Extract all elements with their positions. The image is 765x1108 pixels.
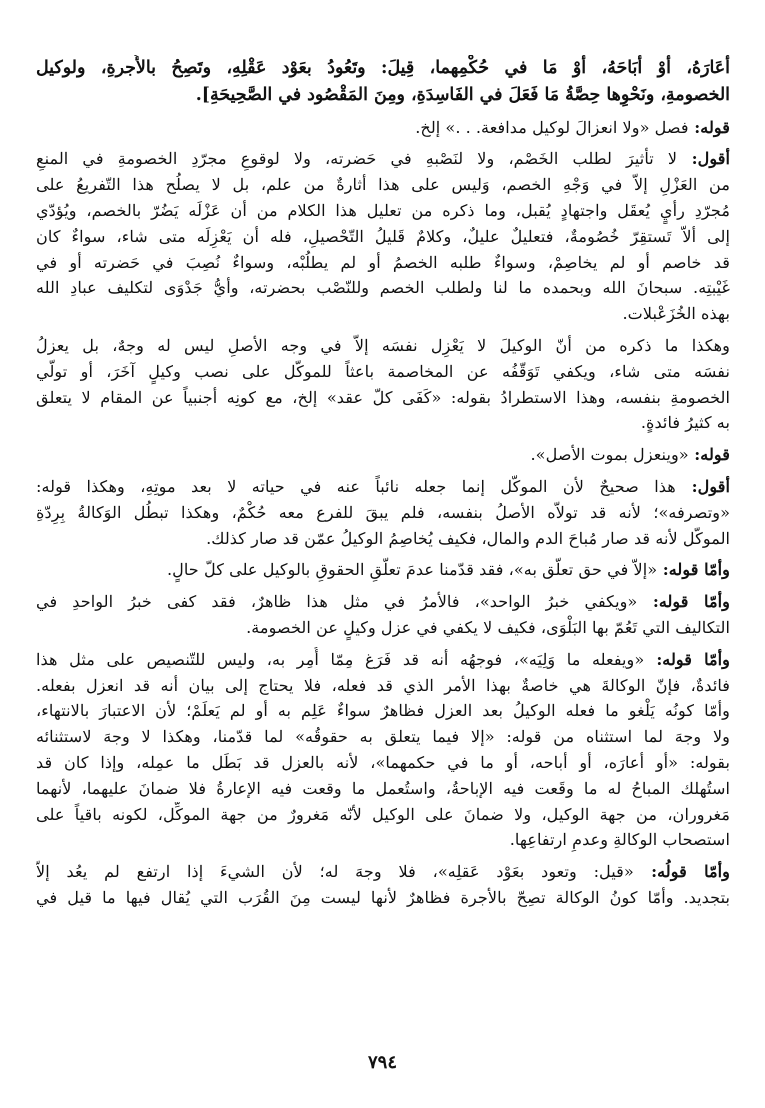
text-line [36, 198, 730, 224]
page-number: ٧٩٤ [367, 1052, 397, 1073]
line-text: وأمّا كونُه يَلْغو ما فعله الوكيلُ بعد العزل فظاهرٌ سواءٌ عَلِم به أو لم يَعلَمْ؛ لأن الاعتبارَ بالانتهاء، [36, 701, 730, 721]
text-line [36, 55, 730, 82]
paragraph-label: وأمّا قولُه: [633, 862, 730, 882]
text-line [36, 673, 730, 699]
paragraph [36, 647, 730, 853]
text-line [36, 82, 730, 109]
text-line [36, 275, 730, 301]
paragraph-label: أقول: [675, 476, 730, 496]
paragraph [36, 859, 730, 911]
line-text: وهكذا ما ذكره من أنّ الوكيلَ لا يَعْزِل نفسَه إلاّ في وجه الأصلِ ليس له وجهٌ، بل يعزلُ [36, 335, 730, 355]
line-text: به كثيرُ فائدةٍ. [640, 413, 730, 433]
line-text: «وتصرفه»؛ لأنه قد تولاّه الأصلُ بنفسه، فلم يبقَ للفرع معه حُكْمٌ، وهكذا تبطُل الوَكالةُ بِرِدّةِ [36, 502, 730, 522]
line-text: الموكّل لأنه قد صار مُباحَ الدم والمال، فكيف يُخاصِمُ الوكيلُ عمّن قد صار كذلك. [206, 528, 730, 548]
line-text: هذا صحيحٌ لأن الموكّل إنما جعله نائباً عنه في حياته لا بعد موتِهِ، وهكذا قوله: [36, 476, 676, 496]
text-line [36, 615, 730, 641]
line-text: إلى ألاّ تَستقِرّ خُصُومةٌ، فتعليلٌ عليلٌ، وكلامٌ قَليلُ التّحْصيلِ، فله أن يَعْزِلَه متى شاء، سواءٌ كان [36, 226, 730, 246]
paragraph [36, 115, 730, 141]
line-text: غَيْبتِه. سبحانَ الله وبحمده ما لنا ولطلب الخصم وللنّصْب بحضرته، وأيُّ جَدْوَى لتكليف عبادِ الله [36, 278, 730, 298]
line-text: نفسَه متى شاء، ويكفي تَوَقّفُه عن المخاصمة باعثاً للموكّل على نصب وكيلٍ آخَرَ، أو تولّي [36, 361, 730, 381]
text-line [36, 500, 730, 526]
line-text: استُهلك المباحُ له ما وقَعت فيه الإباحةُ، واستُعمل ما وقعت فيه الإعارةُ فلا ضمانَ عليهما، لأنهما [36, 778, 730, 798]
text-line [36, 724, 730, 750]
line-text: «ويفعله ما وَلِيَه»، فوجهُه أنه قد فَرَغ مِمّا أُمِر به، وليس للتّنصيص على مثل هذا [36, 649, 645, 669]
line-text: لا تأثيرَ لطلب الخَصْم، ولا لنَصْبهِ في حَضرته، ولا لوقوعِ مجرّدِ الخصومةِ في المنعِ [36, 149, 678, 169]
line-text: الخصومةِ، ونَحْوِها حِصَّةُ مَا فَعَلَ في الفَاسِدَةِ، ومِنَ المَقْصُود في الصَّحِيحَةِ]. [195, 84, 730, 105]
line-text: أعَارَهُ، أوْ أبَاحَهُ، أوْ مَا في حُكْمِهما، قِيلَ: وتَعُودُ بعَوْد عَقْلِهِ، وتَصِحُ بالأُجرةِ، ولوكيل [36, 58, 730, 78]
text-line [36, 146, 730, 172]
text-line [36, 115, 730, 141]
text-line [36, 827, 730, 853]
line-text: فائدةٌ، فإنّ الوكالةَ هي خاصةٌ بهذا الأمر الذي قد فعله، فلا يحتاج إلى بيان أنه قد انعزل بفعله. [36, 675, 730, 695]
line-text: مُجرّدِ رأيٍ يُعقَل واجتهادٍ يُقبل، وما ذكره من تعليل هذا الكلام من أن عَزْلَه يَضُرّ بالخصم، ويُؤدّي [36, 200, 730, 220]
line-text: بهذه الخُزَعْبلات. [622, 304, 730, 324]
text-line [36, 885, 730, 911]
text-line [36, 859, 730, 885]
paragraph [36, 333, 730, 436]
paragraph [36, 557, 730, 583]
line-text: فصل «ولا انعزالَ لوكيل مدافعة. . .» إلخ. [415, 117, 689, 137]
paragraph-label: قوله: [688, 445, 730, 465]
paragraph-label: أقول: [677, 149, 730, 169]
paragraph-label: وأمّا قوله: [657, 560, 730, 580]
line-text: «إلاّ في حق تعلّق به»، فقد قدّمنا عدمَ تعلّقِ الحقوقِ بالوكيل على كلّ حالٍ. [166, 560, 658, 580]
paragraph [36, 474, 730, 551]
text-line [36, 776, 730, 802]
text-line [36, 647, 730, 673]
line-text: مَغروران، من جهة الوكيل، ولا ضمانَ على الوكيل لأنّه مَغرورٌ من جهة الموكِّل، لكونه باقياً على [36, 804, 730, 824]
text-line [36, 557, 730, 583]
paragraph [36, 589, 730, 641]
line-text: بقوله: «أو أعارَه، أو أباحه، أو ما في حكمهما»، لأنه بالعزل قد بَطَل ما عمِله، وإذا كان قد [36, 752, 730, 772]
line-text: من العَزْلِ إلاّ في وَجْهِ الخصم، وَليس على هذا أثارةٌ من علم، بل لا يصلُح هذا التّفريعُ على [36, 175, 730, 195]
text-line [36, 526, 730, 552]
text-line [36, 172, 730, 198]
line-text: الخصومةِ بنفسه، وهذا الاستطرادُ بقوله: «كَفَى كلّ عقد» إلخ، مع كونِه أجنبياً عن المقام لا يتعلق [36, 387, 730, 407]
line-text: «وينعزل بموت الأصل». [530, 445, 689, 465]
text-line [36, 589, 730, 615]
text-line [36, 301, 730, 327]
paragraph [36, 146, 730, 327]
text-line [36, 442, 730, 468]
text-line [36, 224, 730, 250]
line-text: التكاليف التي تَعُمّ بها البَلْوَى، فكيف لا يكفي في عزل وكيلٍ عن الخصومة. [246, 617, 730, 637]
text-line [36, 250, 730, 276]
paragraph [36, 55, 730, 109]
paragraph-label: وأمّا قوله: [644, 649, 730, 669]
paragraph [36, 442, 730, 468]
paragraph-label: وأمّا قوله: [637, 592, 730, 612]
text-line [36, 333, 730, 359]
text-line [36, 474, 730, 500]
text-line [36, 802, 730, 828]
text-body [36, 55, 730, 917]
line-text: بتجديد. وأمّا كونُ الوكالة تصِحّ بالأجرة فظاهرٌ لأنها ليست مِنَ القُرَب التي يُقال فيها ما قيل في [36, 887, 730, 907]
text-line [36, 410, 730, 436]
line-text: «ويكفي خبرُ الواحد»، فالأمرُ في مثل هذا ظاهرٌ، فقد كفى خبرُ الواحدِ في [36, 592, 638, 612]
line-text: قد خاصم أو لم يخاصِمْ، وسواءٌ طلبه الخصمُ أو لم يطلُبْه، وسواءٌ نُصِبَ في حَضرته أو في [36, 252, 730, 272]
text-line [36, 750, 730, 776]
line-text: استصحاب الوكالةِ وعدمِ ارتفاعِها. [509, 830, 730, 850]
text-line [36, 385, 730, 411]
text-line [36, 698, 730, 724]
line-text: «قيل: وتعود بعَوْد عَقلِه»، فلا وجهَ له؛ لأن الشيءَ إذا ارتفع لم يعُد إلاّ [36, 862, 634, 882]
text-line [36, 359, 730, 385]
line-text: ولا وجهَ لما استثناه من قوله: «إلا فيما يتعلق به حقوقُه» لما قدّمنا، وهكذا لا وجهَ لاستثنائه [36, 727, 730, 747]
paragraph-label: قوله: [688, 117, 730, 137]
